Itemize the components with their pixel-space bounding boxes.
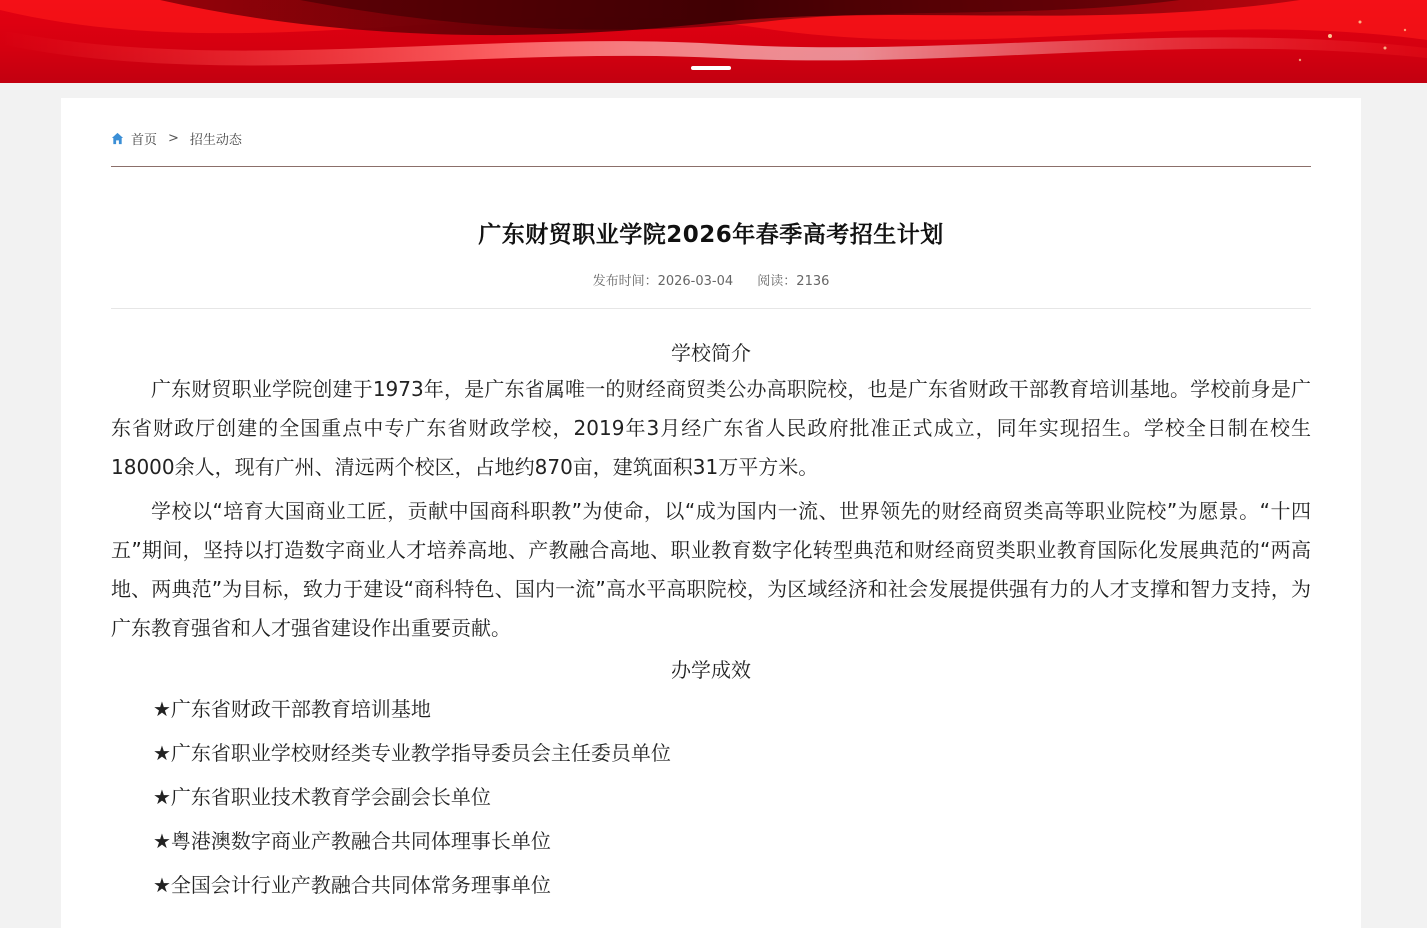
list-item: ★全国会计行业产教融合共同体常务理事单位 [153, 873, 551, 897]
list-item: ★广东省财政干部教育培训基地 [153, 697, 431, 721]
home-icon [111, 132, 124, 145]
breadcrumb-separator: > [168, 130, 179, 146]
intro-paragraph-1: 广东财贸职业学院创建于1973年，是广东省属唯一的财经商贸类公办高职院校，也是广东省财政干部教育培训基地。学校前身是广东省财政厅创建的全国重点中专广东省财政学校，2019年3月经广东省人民政府批准正式成立，同年实现招生。学校全日制在校生18000余人，现有广州、清远两个校区，占地约870亩，建筑面积31万平方米。 [111, 377, 1311, 479]
breadcrumb-home-link[interactable]: 首页 [131, 132, 158, 148]
header-banner [0, 0, 1427, 83]
view-count: 阅读：2136 [757, 274, 830, 289]
achievement-list [111, 687, 1311, 907]
list-item: ★粤港澳数字商业产教融合共同体理事长单位 [153, 829, 551, 853]
article-card [61, 98, 1361, 928]
article-title: 广东财贸职业学院2026年春季高考招生计划 [478, 222, 944, 248]
meta-divider [111, 308, 1311, 309]
breadcrumb-current-link[interactable]: 招生动态 [189, 132, 242, 148]
section-heading-intro: 学校简介 [671, 341, 751, 365]
breadcrumb [111, 128, 242, 148]
publish-date: 发布时间：2026-03-04 [592, 274, 734, 289]
breadcrumb-divider [111, 166, 1311, 167]
list-item: ★广东省职业技术教育学会副会长单位 [153, 785, 491, 809]
carousel-indicator[interactable] [691, 66, 731, 70]
article-body [111, 336, 1311, 907]
article-meta [111, 270, 1311, 289]
intro-paragraph-2: 学校以“培育大国商业工匠，贡献中国商科职教”为使命，以“成为国内一流、世界领先的财经商贸类高等职业院校”为愿景。“十四五”期间，坚持以打造数字商业人才培养高地、产教融合高地、职业教育数字化转型典范和财经商贸类职业教育国际化发展典范的“两高地、两典范”为目标，致力于建设“商科特色、国内一流”高水平高职院校，为区域经济和社会发展提供强有力的人才支撑和智力支持，为广东教育强省和人才强省建设作出重要贡献。 [111, 499, 1311, 640]
list-item: ★广东省职业学校财经类专业教学指导委员会主任委员单位 [153, 741, 671, 765]
section-heading-achievements: 办学成效 [671, 658, 751, 682]
banner-decoration [0, 0, 1427, 83]
